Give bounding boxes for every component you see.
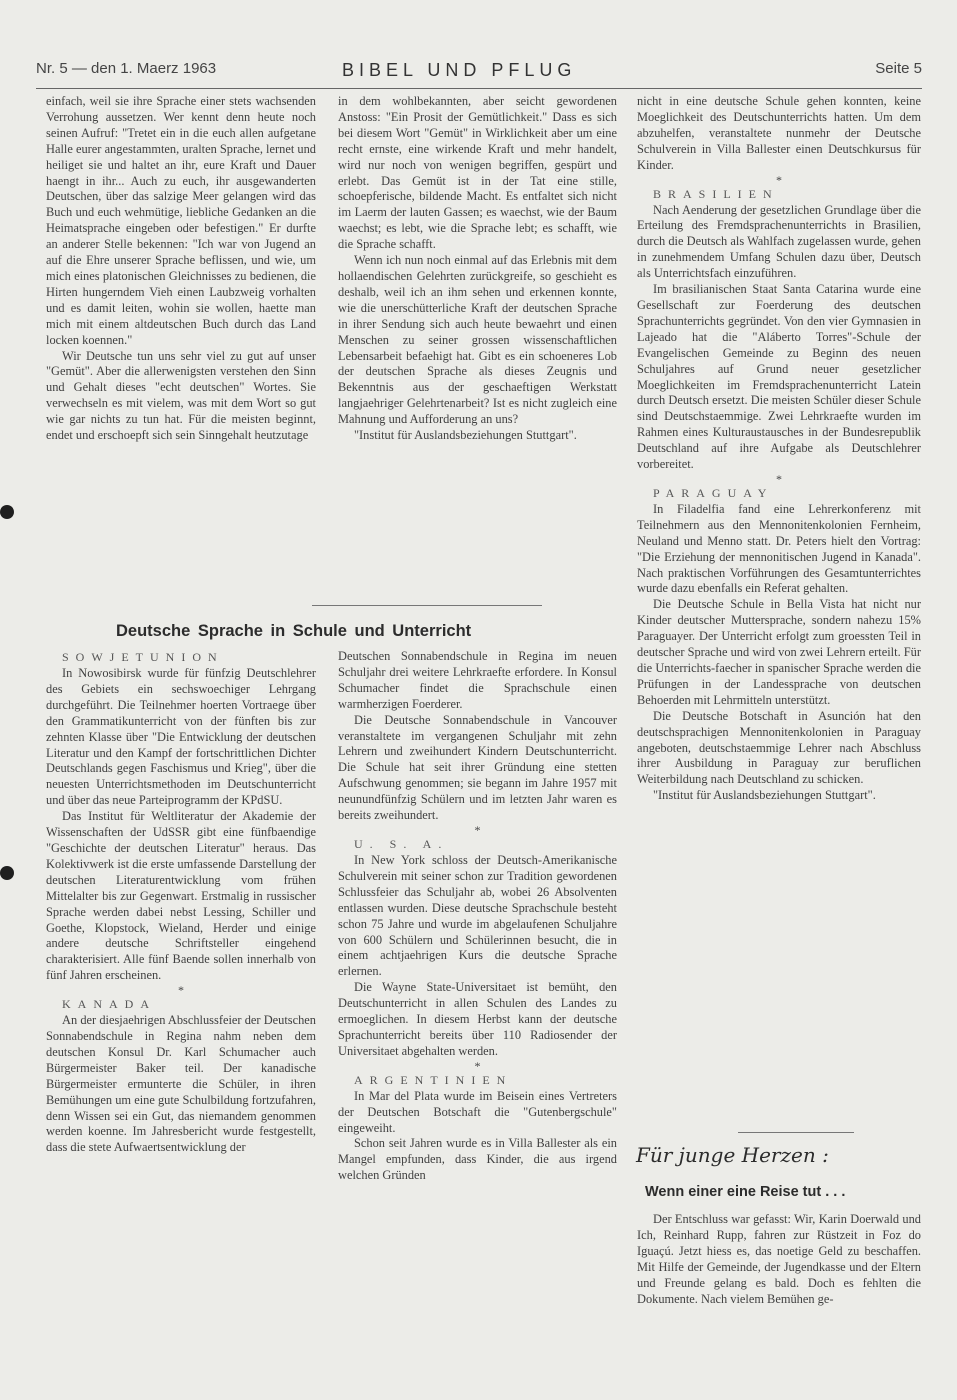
column-heading: Für junge Herzen : (636, 1143, 829, 1167)
paragraph: In Mar del Plata wurde im Beisein eines Vertreters der Deutschen Botschaft die "Gutenbergschule" eingeweiht. (338, 1088, 617, 1135)
separator-star: * (776, 172, 782, 187)
paragraph: Schon seit Jahren wurde es in Villa Ballester als ein Mangel empfunden, dass Kinder, die aus irgend welchen Gründen (338, 1136, 617, 1183)
paragraph: Nach Aenderung der gesetzlichen Grundlage über die Erteilung des Fremdsprachenunterrichts in Brasilien, durch die Deutsch als Wahlfach zugelassen wurde, gehen in zunehmendem Umfang Schulen dazu über, Deutsch als Unterrichtsfach einzuführen. (637, 202, 921, 281)
paragraph: nicht in eine deutsche Schule gehen konnten, keine Moeglichkeit des Deutschunterrichts hatten. Um dem abzuhelfen, veranstaltete nunmehr der Deutsche Schulverein in Villa Ballester einen Deutschkursus für Kinder. (637, 94, 921, 172)
bottom-middle-column (338, 649, 617, 1184)
separator-star: * (178, 983, 184, 998)
country-heading: ARGENTINIEN (354, 1072, 513, 1087)
separator-star: * (474, 822, 481, 837)
paragraph: In Nowosibirsk wurde für fünfzig Deutschlehrer des Gebiets ein sechswoechiger Lehrgang durchgeführt. Die Teilnehmer hoerten Vortraege über den Grammatikunterricht von der fünften bis zur zehnten Klasse über "Die Entwicklung der deutschen Literatur und den Kampf der fortschrittlichen Dichter Deutschlands gegen Faschismus und Krieg", über die neuesten Unterrichtsmethoden im Deutschunterricht und über das neue Parteiprogramm der KPdSU. (46, 666, 316, 808)
section-divider (312, 605, 542, 606)
country-heading: KANADA (62, 997, 156, 1012)
section-heading: Deutsche Sprache in Schule und Unterricht (116, 622, 472, 640)
paragraph: Das Institut für Weltliteratur der Akademie der Wissenschaften der UdSSR gibt eine fünfbaendige "Geschichte der deutschen Literatur" heraus. Das Kolektivwerk ist die erste umfassende Darstellung der deutschen Literaturentwicklung vom frühen Mittelalter bis zur Gegenwart. Erstmalig in russischer Sprache werden dabei nebst Lessing, Schiller und Goethe, Klopstock, Wieland, Herder und einige andere deutsche Schriftsteller eingehend charakterisiert. Alle fünf Baende sollen innerhalb von fünf Jahren erscheinen. (46, 809, 316, 983)
page-header (36, 60, 922, 84)
country-heading: BRASILIEN (653, 186, 779, 201)
right-column-story (637, 1212, 921, 1307)
issue-date: Nr. 5 — den 1. Maerz 1963 (36, 60, 217, 77)
bottom-left-column (46, 649, 316, 1156)
signature: "Institut für Auslandsbeziehungen Stuttgart". (354, 428, 577, 443)
right-column (637, 94, 921, 804)
separator-star: * (474, 1058, 481, 1073)
section-divider (738, 1132, 854, 1133)
paragraph: einfach, weil sie ihre Sprache einer stets wachsenden Verrohung aussetzen. Wer kennt denn heute noch seinen Aufruf: "Tretet ein in die euch allen aufgetane Halle eurer angestammten, uralten Sprache, lernet und heiliget sie und haltet an ihr, eure Kraft und Dauer haengt in ihr... Auch zu euch, ihr ausgewanderten Deutschen, über das salzige Meer gelangen wird das Buch und euch wehmütige, liebliche Gedanken an die Heimatsprache eingeben oder befestigen." Er durfte an anderer Stelle bekennen: "Ich war von Jugend an auf die Ehre unserer Sprache beflissen, und wie, um mich eines platonischen Gleichnisses zu bedienen, die Hirten hungerndem Vieh einen Laubzweig vorhalten und es damit leiten, wohin sie wollen, haette man mich mit einem altdeutschen Buch durch das Land locken koennen." (46, 94, 316, 347)
paragraph: An der diesjaehrigen Abschlussfeier der Deutschen Sonnabendschule in Regina nahm neben dem deutschen Konsul Dr. Karl Schumacher auch Bürgermeister Baker teil. Der kanadische Bürgermeister ermunterte die Schüler, in ihren Bemühungen um eine gute Schulbildung fortzufahren, denn Wissen sei ein Gut, das niemandem genommen werden koenne. Im Jahresbericht wurde festgestellt, dass die stete Aufwaertsentwicklung der (46, 1013, 316, 1155)
country-heading: U. S. A. (354, 836, 449, 851)
article-title: Wenn einer eine Reise tut . . . (645, 1184, 846, 1200)
page-number: Seite 5 (875, 60, 922, 77)
paragraph: Die Deutsche Botschaft in Asunción hat den deutschsprachigen Mennonitenkolonien in Paraguay angeboten, deutschstaemmige Lehrer nach Abschluss ihrer Ausbildung in Paraguay zur beruflichen Weiterbildung nach Deutschland zu schicken. (637, 708, 921, 787)
header-rule (36, 88, 922, 89)
country-heading: PARAGUAY (653, 485, 774, 500)
punch-hole-mark (0, 866, 14, 880)
signature: "Institut für Auslandsbeziehungen Stuttgart". (653, 788, 876, 803)
paragraph: In Filadelfia fand eine Lehrerkonferenz mit Teilnehmern aus den Mennonitenkolonien Fernheim, Neuland und Menno statt. Dr. Peters hielt den Vortrag: "Die Erziehung der mennonitischen Jugend in Kanada". Nach praktischen Vorführungen des Gesamtunterrichtes wurde dazu ebenfalls ein Referat gehalten. (637, 501, 921, 596)
punch-hole-mark (0, 505, 14, 519)
country-heading: SOWJETUNION (62, 650, 224, 664)
top-middle-column (338, 94, 617, 444)
paragraph: In New York schloss der Deutsch-Amerikanische Schulverein mit seiner schon zur Tradition gewordenen Schlussfeier das Schuljahr ab, wobei 26 Absolventen entlassen wurden. Diese deutsche Sprachschule besteht schon 75 Jahre und wurde im abgelaufenen Schuljahre von 600 Schülern und Schülerinnen besucht, die in einem achtjaehrigen Kurs die deutsche Sprache erlernen. (338, 852, 617, 979)
paragraph: Der Entschluss war gefasst: Wir, Karin Doerwald und Ich, Reinhard Rupp, fahren zur Rüstzeit in Foz do Iguaçú. Jetzt hiess es, das noetige Geld zu beschaffen. Mit Hilfe der Gemeinde, der Jugendkasse und der Eltern und Freunde gelang es bald. Doch es fehlten die Dokumente. Nach vielem Bemühen ge- (637, 1212, 921, 1306)
newspaper-title: BIBEL UND PFLUG (342, 60, 577, 80)
paragraph: Die Deutsche Schule in Bella Vista hat nicht nur Kinder deutscher Muttersprache, sondern nahezu 15% Paraguayer. Der Unterricht erfolgt zum groessten Teil in deutscher Sprache und wird von zwei Lehrern erteilt. Für die Unterrichts-faecher in spanischer Sprache werden die Prüfungen in der Landessprache von deutschen Behoerden mit Lehrmitteln unterstützt. (637, 597, 921, 707)
paragraph: Wir Deutsche tun uns sehr viel zu gut auf unser "Gemüt". Aber die allerwenigsten verstehen den Sinn und Gehalt dieses "echt deutschen" Wortes. Sie verwechseln es mit vielem, was mit dem Wort so gut wie gar nichts zu tun hat. Für die meisten beginnt, endet und erschoepft sich sein Sinngehalt heutzutage (46, 348, 316, 443)
section-heading-wrap (116, 622, 636, 641)
paragraph: Wenn ich nun noch einmal auf das Erlebnis mit dem hollaendischen Gelehrten zurückgreife, so geschieht es deshalb, weil ich an ihm sehen und erkennen konnte, wie die unerschütterliche Kraft der deutschen Sprache in ihrer Sendung sich auch heute bewaehrt und einen Menschen zu seiner grossen wissenschaftlichen Lebensarbeit befaehigt hat. Gibt es ein schoeneres Lob der deutschen Sprache als dieses Zeugnis und Bekenntnis aus der geschaeftigen Werkstatt langjaehriger Gelehrtenarbeit? Ist es nicht zugleich eine Mahnung und Aufforderung an uns? (338, 253, 617, 427)
paragraph: in dem wohlbekannten, aber seicht gewordenen Anstoss: "Ein Prosit der Gemütlichkeit." Dass es sich bei diesem Wort "Gemüt" in Wirklichkeit aber um eine recht ernste, eine wirkende Kraft und mehr handelt, wird nur noch von wenigen begriffen, gespürt und erlebt. Das Gemüt ist in der Tat eine stille, schoepferische, bildende Macht. Es entfaltet sich nicht im Laerm der lauten Gassen; es waechst, wie der Baum waechst; es lebt, wie die Sprache lebt; es schafft, wie die Sprache schafft. (338, 94, 617, 252)
paragraph: Die Deutsche Sonnabendschule in Vancouver veranstaltete im vergangenen Schuljahr mit zehn Lehrern und zweihundert Kindern Deutschunterricht. Die Schule hat seit ihrer Gründung eine stetten Aufschwung genommen; sie begann im Jahre 1957 mit neunundfünfzig Schülern und im letzten Jahr waren es bereits zweihundert. (338, 712, 617, 823)
paragraph: Die Wayne State-Universitaet ist bemüht, den Deutschunterricht in allen Schulen des Landes zu ermoeglichen. In diesem Herbst kann der deutsche Sprachunterricht bereits über 110 Radiosender der Universitaet abgehalten werden. (338, 980, 617, 1058)
separator-star: * (776, 471, 782, 486)
paragraph: Im brasilianischen Staat Santa Catarina wurde eine Gesellschaft zur Foerderung des deutschen Sprachunterrichts gegründet. Von den vier Gymnasien in Lajeado hat die "Aláberto Torres"-Schule der Evangelischen Gemeinde zu Beginn des neuen Schuljahres auf Grund neuer gesetzlicher Moeglichkeiten im Fremdsprachenunterricht Latein durch Deutsch ersetzt. Die meisten Schüler dieser Schule sind Deutschstaemmige. Zwei Lehrkraefte wurden im Rahmen eines Kulturaustausches in der Bundesrepublik Deutschland auf ihre Aufgabe als Deutschlehrer vorbereitet. (637, 282, 921, 472)
top-left-column (46, 94, 316, 444)
paragraph: Deutschen Sonnabendschule in Regina im neuen Schuljahr drei weitere Lehrkraefte erfordere. In Konsul Schumacher findet die Sprachschule einen warmherzigen Foerderer. (338, 649, 617, 711)
